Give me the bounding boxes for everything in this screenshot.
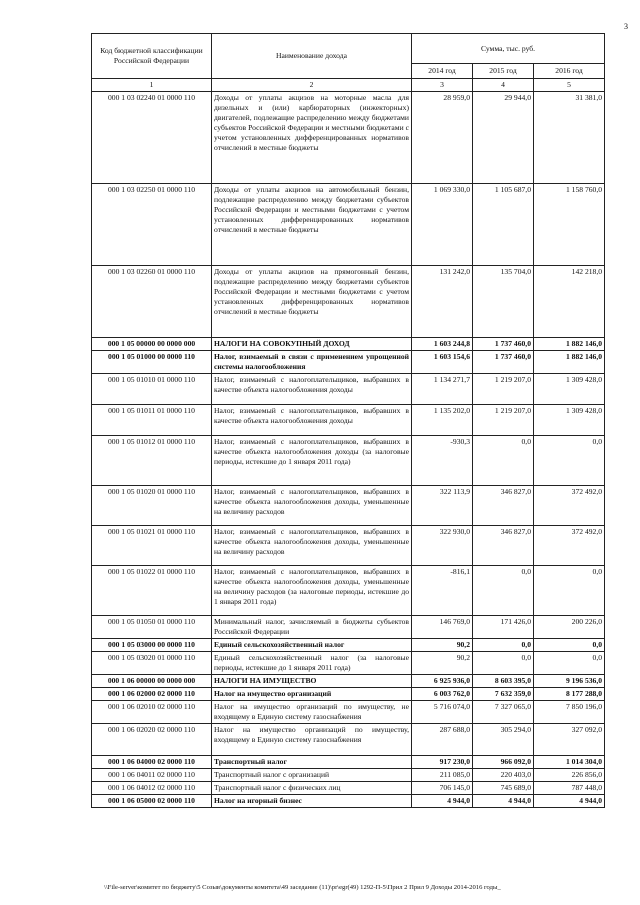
budget-code-cell: 000 1 03 02250 01 0000 110 xyxy=(92,184,212,266)
amount-2016-cell: 4 944,0 xyxy=(534,795,605,808)
table-row xyxy=(92,566,605,616)
revenue-name-cell: Налог, взимаемый с налогоплательщиков, выбравших в качестве объекта налогообложения доходы, уменьшенные на величину расходов xyxy=(212,526,412,566)
amount-2014-cell: 211 085,0 xyxy=(412,769,473,782)
header-year-2016: 2016 год xyxy=(534,64,605,79)
table-row xyxy=(92,639,605,652)
amount-2016-cell: 0,0 xyxy=(534,652,605,675)
amount-2015-cell: 966 092,0 xyxy=(473,756,534,769)
table-row xyxy=(92,724,605,756)
revenue-table xyxy=(91,33,605,808)
amount-2014-cell: 90,2 xyxy=(412,639,473,652)
amount-2014-cell: 90,2 xyxy=(412,652,473,675)
amount-2015-cell: 220 403,0 xyxy=(473,769,534,782)
amount-2016-cell: 7 850 196,0 xyxy=(534,701,605,724)
amount-2016-cell: 1 309 428,0 xyxy=(534,405,605,436)
budget-code-cell: 000 1 05 00000 00 0000 000 xyxy=(92,338,212,351)
revenue-name-cell: Доходы от уплаты акцизов на прямогонный бензин, подлежащие распределению между бюджетами субъектов Российской Федерации и местными бюджетами с учетом установленных дифференцированных нормативов отчислений в местные бюджеты xyxy=(212,266,412,338)
revenue-name-cell: Налог, взимаемый с налогоплательщиков, выбравших в качестве объекта налогообложения доходы xyxy=(212,374,412,405)
revenue-name-cell: Налог, взимаемый с налогоплательщиков, выбравших в качестве объекта налогообложения доходы xyxy=(212,405,412,436)
amount-2015-cell: 346 827,0 xyxy=(473,486,534,526)
amount-2015-cell: 346 827,0 xyxy=(473,526,534,566)
amount-2016-cell: 372 492,0 xyxy=(534,486,605,526)
header-code-column: Код бюджетной классификации Российской Федерации xyxy=(92,34,212,79)
revenue-name-cell: Налог на имущество организаций xyxy=(212,688,412,701)
budget-code-cell: 000 1 03 02260 01 0000 110 xyxy=(92,266,212,338)
amount-2014-cell: 4 944,0 xyxy=(412,795,473,808)
amount-2015-cell: 0,0 xyxy=(473,652,534,675)
col-number-3: 3 xyxy=(412,79,473,92)
amount-2014-cell: -816,1 xyxy=(412,566,473,616)
amount-2016-cell: 200 226,0 xyxy=(534,616,605,639)
table-row xyxy=(92,701,605,724)
table-row xyxy=(92,266,605,338)
budget-code-cell: 000 1 05 01010 01 0000 110 xyxy=(92,374,212,405)
amount-2015-cell: 0,0 xyxy=(473,436,534,486)
table-row xyxy=(92,526,605,566)
budget-code-cell: 000 1 06 02000 02 0000 110 xyxy=(92,688,212,701)
header-sum-column: Сумма, тыс. руб. xyxy=(412,34,605,64)
amount-2016-cell: 142 218,0 xyxy=(534,266,605,338)
amount-2014-cell: 28 959,0 xyxy=(412,92,473,184)
budget-code-cell: 000 1 05 01012 01 0000 110 xyxy=(92,436,212,486)
budget-code-cell: 000 1 06 02010 02 0000 110 xyxy=(92,701,212,724)
amount-2015-cell: 8 603 395,0 xyxy=(473,675,534,688)
amount-2016-cell: 1 158 760,0 xyxy=(534,184,605,266)
table-row xyxy=(92,184,605,266)
page-number: 3 xyxy=(624,22,628,31)
table-row xyxy=(92,486,605,526)
revenue-name-cell: НАЛОГИ НА СОВОКУПНЫЙ ДОХОД xyxy=(212,338,412,351)
amount-2016-cell: 31 381,0 xyxy=(534,92,605,184)
amount-2015-cell: 29 944,0 xyxy=(473,92,534,184)
amount-2014-cell: 131 242,0 xyxy=(412,266,473,338)
table-body xyxy=(92,92,605,808)
amount-2015-cell: 7 327 065,0 xyxy=(473,701,534,724)
amount-2015-cell: 1 737 460,0 xyxy=(473,351,534,374)
budget-code-cell: 000 1 05 01020 01 0000 110 xyxy=(92,486,212,526)
budget-code-cell: 000 1 06 04012 02 0000 110 xyxy=(92,782,212,795)
amount-2015-cell: 7 632 359,0 xyxy=(473,688,534,701)
revenue-name-cell: Налог на имущество организаций по имуществу, входящему в Единую систему газоснабжения xyxy=(212,724,412,756)
amount-2015-cell: 1 105 687,0 xyxy=(473,184,534,266)
amount-2014-cell: 1 603 154,6 xyxy=(412,351,473,374)
amount-2015-cell: 1 219 207,0 xyxy=(473,405,534,436)
table-row xyxy=(92,795,605,808)
revenue-name-cell: Транспортный налог с физических лиц xyxy=(212,782,412,795)
amount-2014-cell: -930,3 xyxy=(412,436,473,486)
table-row xyxy=(92,351,605,374)
revenue-name-cell: Налог на игорный бизнес xyxy=(212,795,412,808)
amount-2014-cell: 322 930,0 xyxy=(412,526,473,566)
amount-2016-cell: 1 014 304,0 xyxy=(534,756,605,769)
revenue-name-cell: Доходы от уплаты акцизов на моторные масла для дизельных и (или) карбюраторных (инжекторных) двигателей, подлежащие распределению между бюджетами субъектов Российской Федерации и местными бюджетами с учетом установленных дифференцированных нормативов отчислений в местные бюджеты xyxy=(212,92,412,184)
revenue-name-cell: НАЛОГИ НА ИМУЩЕСТВО xyxy=(212,675,412,688)
amount-2015-cell: 745 689,0 xyxy=(473,782,534,795)
budget-code-cell: 000 1 06 00000 00 0000 000 xyxy=(92,675,212,688)
amount-2015-cell: 1 219 207,0 xyxy=(473,374,534,405)
amount-2014-cell: 322 113,9 xyxy=(412,486,473,526)
col-number-2: 2 xyxy=(212,79,412,92)
amount-2015-cell: 0,0 xyxy=(473,566,534,616)
revenue-name-cell: Единый сельскохозяйственный налог (за налоговые периоды, истекшие до 1 января 2011 года) xyxy=(212,652,412,675)
amount-2016-cell: 0,0 xyxy=(534,566,605,616)
amount-2016-cell: 226 856,0 xyxy=(534,769,605,782)
amount-2015-cell: 1 737 460,0 xyxy=(473,338,534,351)
amount-2016-cell: 0,0 xyxy=(534,436,605,486)
header-year-2015: 2015 год xyxy=(473,64,534,79)
amount-2014-cell: 1 069 330,0 xyxy=(412,184,473,266)
table-row xyxy=(92,675,605,688)
table-row xyxy=(92,616,605,639)
budget-code-cell: 000 1 06 02020 02 0000 110 xyxy=(92,724,212,756)
col-number-1: 1 xyxy=(92,79,212,92)
budget-code-cell: 000 1 05 03020 01 0000 110 xyxy=(92,652,212,675)
table-row xyxy=(92,374,605,405)
amount-2016-cell: 372 492,0 xyxy=(534,526,605,566)
budget-code-cell: 000 1 05 01000 00 0000 110 xyxy=(92,351,212,374)
budget-code-cell: 000 1 05 03000 00 0000 110 xyxy=(92,639,212,652)
budget-code-cell: 000 1 06 05000 02 0000 110 xyxy=(92,795,212,808)
col-number-5: 5 xyxy=(534,79,605,92)
amount-2016-cell: 1 882 146,0 xyxy=(534,338,605,351)
budget-code-cell: 000 1 05 01050 01 0000 110 xyxy=(92,616,212,639)
amount-2014-cell: 5 716 074,0 xyxy=(412,701,473,724)
revenue-name-cell: Налог, взимаемый в связи с применением упрощенной системы налогообложения xyxy=(212,351,412,374)
revenue-name-cell: Доходы от уплаты акцизов на автомобильный бензин, подлежащие распределению между бюджетами субъектов Российской Федерации и местными бюджетами с учетом установленных дифференцированных нормативов отчислений в местные бюджеты xyxy=(212,184,412,266)
amount-2014-cell: 146 769,0 xyxy=(412,616,473,639)
amount-2015-cell: 171 426,0 xyxy=(473,616,534,639)
table-row xyxy=(92,769,605,782)
table-row xyxy=(92,436,605,486)
file-path-footer: \\File-server\комитет по бюджету\5 Созыв\документы комитета\49 заседание (11)\pr\egr(49) 1292-П-5\Прил 2 Прил 9 Доходы 2014-2016 годы_ xyxy=(104,884,501,891)
amount-2016-cell: 1 309 428,0 xyxy=(534,374,605,405)
col-number-4: 4 xyxy=(473,79,534,92)
amount-2014-cell: 706 145,0 xyxy=(412,782,473,795)
amount-2014-cell: 917 230,0 xyxy=(412,756,473,769)
revenue-name-cell: Транспортный налог с организаций xyxy=(212,769,412,782)
table-row xyxy=(92,756,605,769)
budget-code-cell: 000 1 03 02240 01 0000 110 xyxy=(92,92,212,184)
budget-code-cell: 000 1 06 04000 02 0000 110 xyxy=(92,756,212,769)
amount-2016-cell: 0,0 xyxy=(534,639,605,652)
amount-2015-cell: 135 704,0 xyxy=(473,266,534,338)
amount-2016-cell: 787 448,0 xyxy=(534,782,605,795)
revenue-name-cell: Налог, взимаемый с налогоплательщиков, выбравших в качестве объекта налогообложения доходы, уменьшенные на величину расходов xyxy=(212,486,412,526)
budget-code-cell: 000 1 05 01011 01 0000 110 xyxy=(92,405,212,436)
table-row xyxy=(92,688,605,701)
budget-code-cell: 000 1 05 01021 01 0000 110 xyxy=(92,526,212,566)
revenue-name-cell: Налог, взимаемый с налогоплательщиков, выбравших в качестве объекта налогообложения доходы, уменьшенные на величину расходов (за налоговые периоды, истекшие до 1 января 2011 года) xyxy=(212,566,412,616)
revenue-name-cell: Транспортный налог xyxy=(212,756,412,769)
budget-code-cell: 000 1 05 01022 01 0000 110 xyxy=(92,566,212,616)
header-name-column: Наименование дохода xyxy=(212,34,412,79)
amount-2014-cell: 1 135 202,0 xyxy=(412,405,473,436)
amount-2014-cell: 1 134 271,7 xyxy=(412,374,473,405)
table-row xyxy=(92,92,605,184)
amount-2014-cell: 287 688,0 xyxy=(412,724,473,756)
amount-2015-cell: 305 294,0 xyxy=(473,724,534,756)
amount-2015-cell: 0,0 xyxy=(473,639,534,652)
revenue-name-cell: Минимальный налог, зачисляемый в бюджеты субъектов Российской Федерации xyxy=(212,616,412,639)
budget-code-cell: 000 1 06 04011 02 0000 110 xyxy=(92,769,212,782)
amount-2014-cell: 1 603 244,8 xyxy=(412,338,473,351)
amount-2015-cell: 4 944,0 xyxy=(473,795,534,808)
amount-2014-cell: 6 003 762,0 xyxy=(412,688,473,701)
revenue-name-cell: Налог на имущество организаций по имуществу, не входящему в Единую систему газоснабжения xyxy=(212,701,412,724)
amount-2016-cell: 1 882 146,0 xyxy=(534,351,605,374)
amount-2016-cell: 9 196 536,0 xyxy=(534,675,605,688)
amount-2016-cell: 327 092,0 xyxy=(534,724,605,756)
amount-2014-cell: 6 925 936,0 xyxy=(412,675,473,688)
revenue-name-cell: Налог, взимаемый с налогоплательщиков, выбравших в качестве объекта налогообложения доходы (за налоговые периоды, истекшие до 1 января 2011 года) xyxy=(212,436,412,486)
table-row xyxy=(92,652,605,675)
table-row xyxy=(92,405,605,436)
revenue-name-cell: Единый сельскохозяйственный налог xyxy=(212,639,412,652)
amount-2016-cell: 8 177 288,0 xyxy=(534,688,605,701)
table-row xyxy=(92,338,605,351)
header-year-2014: 2014 год xyxy=(412,64,473,79)
table-row xyxy=(92,782,605,795)
